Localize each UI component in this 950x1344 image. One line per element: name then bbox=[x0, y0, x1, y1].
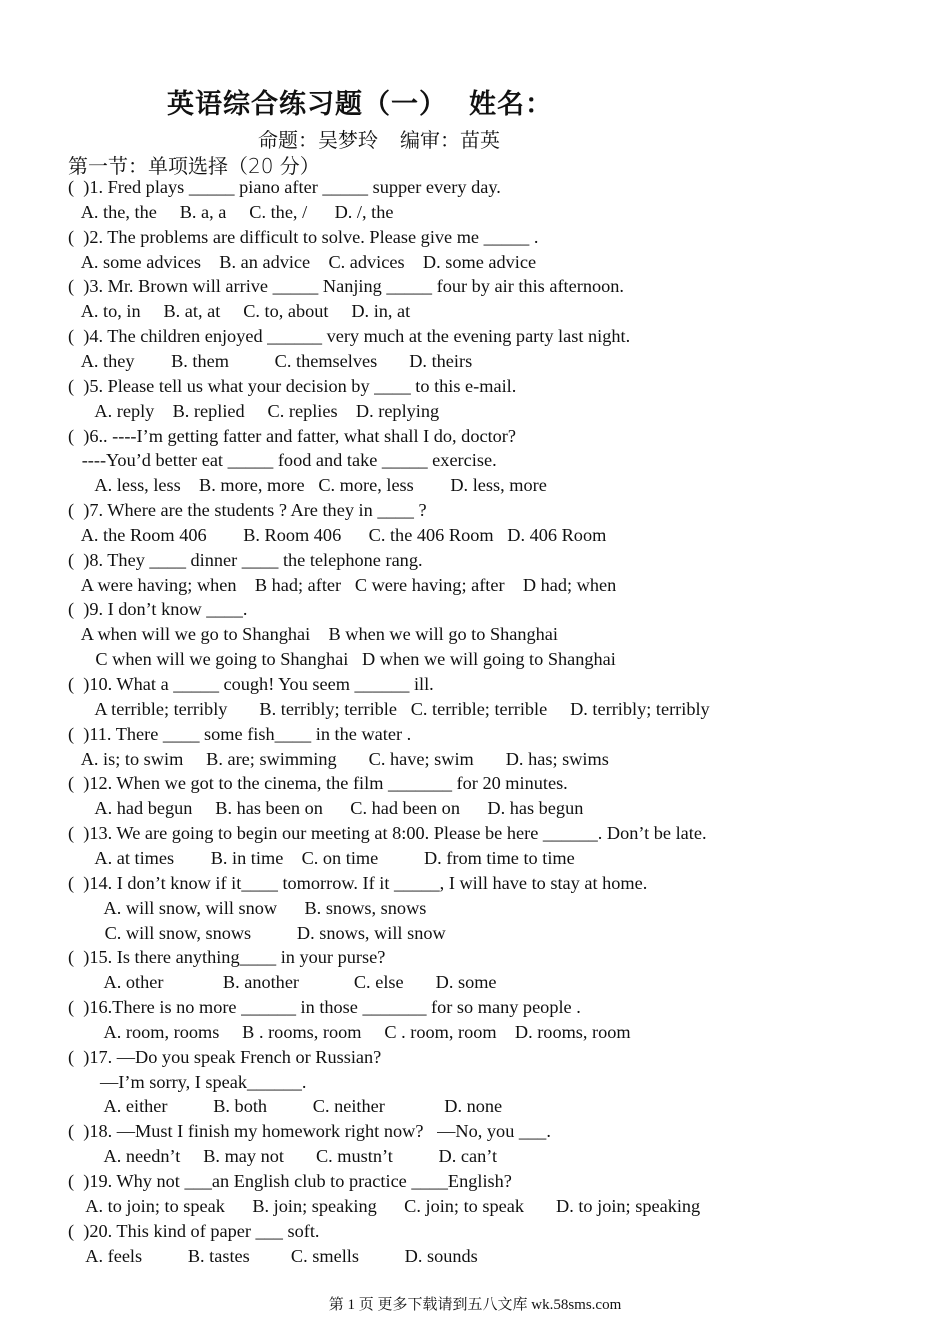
option-line: A. less, less B. more, more C. more, less D. less, more bbox=[68, 475, 547, 496]
question-line: ( )13. We are going to begin our meeting at 8:00. Please be here ______. Don’t be late. bbox=[68, 823, 707, 844]
option-line: A terrible; terribly B. terribly; terrible C. terrible; terrible D. terribly; terribly bbox=[68, 698, 710, 719]
option-line: A. had begun B. has been on C. had been on D. has begun bbox=[68, 798, 584, 819]
option-line: A. other B. another C. else D. some bbox=[68, 972, 497, 993]
option-line: A. the, the B. a, a C. the, / D. /, the bbox=[68, 201, 394, 222]
option-line: A. the Room 406 B. Room 406 C. the 406 Room D. 406 Room bbox=[68, 524, 607, 545]
question-line: ( )11. There ____ some fish____ in the water . bbox=[68, 723, 412, 744]
question-line: ( )2. The problems are difficult to solve. Please give me _____ . bbox=[68, 226, 539, 247]
question-line: ( )19. Why not ___an English club to practice ____English? bbox=[68, 1171, 512, 1191]
question-line: ( )12. When we got to the cinema, the film _______ for 20 minutes. bbox=[68, 773, 568, 794]
option-line: C when will we going to Shanghai D when we will going to Shanghai bbox=[68, 649, 616, 670]
option-line: A. at times B. in time C. on time D. from time to time bbox=[68, 847, 575, 868]
option-line: ----You’d better eat _____ food and take _____ exercise. bbox=[68, 450, 497, 471]
option-line: A. will snow, will snow B. snows, snows bbox=[68, 897, 427, 918]
option-line: A. some advices B. an advice C. advices D. some advice bbox=[68, 251, 537, 272]
question-line: ( )15. Is there anything____ in your purse? bbox=[68, 947, 386, 968]
question-line: ( )17. —Do you speak French or Russian? bbox=[68, 1046, 382, 1067]
option-line: A. they B. them C. themselves D. theirs bbox=[68, 350, 473, 371]
document-title bbox=[167, 82, 553, 121]
name-label: 姓名： bbox=[469, 89, 553, 120]
question-line: ( )4. The children enjoyed ______ very much at the evening party last night. bbox=[68, 326, 631, 347]
option-line: A when will we go to Shanghai B when we will go to Shanghai bbox=[68, 624, 558, 645]
question-line: ( )16.There is no more ______ in those _______ for so many people . bbox=[68, 997, 581, 1018]
page-footer: 第 1 页 更多下载请到五八文库 wk.58sms.com bbox=[328, 1297, 622, 1313]
question-line: ( )18. —Must I finish my homework right now? —No, you ___. bbox=[68, 1121, 551, 1142]
section-heading: 第一节：单项选择（20 分） bbox=[68, 154, 320, 178]
option-line: A. to join; to speak B. join; speaking C. join; to speak D. to join; speaking bbox=[68, 1195, 701, 1216]
question-line: ( )8. They ____ dinner ____ the telephone rang. bbox=[68, 549, 423, 570]
option-line: C. will snow, snows D. snows, will snow bbox=[68, 922, 446, 943]
question-line: ( )9. I don’t know ____. bbox=[68, 599, 248, 620]
question-line: ( )20. This kind of paper ___ soft. bbox=[68, 1220, 320, 1241]
question-line: ( )6.. ----I’m getting fatter and fatter, what shall I do, doctor? bbox=[68, 425, 516, 446]
question-line: ( )5. Please tell us what your decision by ____ to this e-mail. bbox=[68, 375, 517, 396]
question-line: ( )1. Fred plays _____ piano after _____ supper every day. bbox=[68, 177, 501, 197]
option-line: A. is; to swim B. are; swimming C. have; swim D. has; swims bbox=[68, 748, 609, 769]
option-line: A. either B. both C. neither D. none bbox=[68, 1096, 503, 1117]
option-line: A. needn’t B. may not C. mustn’t D. can’t bbox=[68, 1146, 498, 1167]
option-line: A. reply B. replied C. replies D. replying bbox=[68, 400, 440, 421]
reviewer-credit: 编审：苗英 bbox=[400, 128, 500, 152]
option-line: A. feels B. tastes C. smells D. sounds bbox=[68, 1245, 478, 1266]
authors-line bbox=[258, 124, 500, 153]
author-credit: 命题：吴梦玲 bbox=[258, 128, 378, 152]
option-line: A. to, in B. at, at C. to, about D. in, at bbox=[68, 301, 411, 322]
question-line: ( )14. I don’t know if it____ tomorrow. If it _____, I will have to stay at home. bbox=[68, 872, 648, 893]
question-line: ( )7. Where are the students ? Are they in ____ ? bbox=[68, 500, 427, 521]
option-line: A. room, rooms B . rooms, room C . room, room D. rooms, room bbox=[68, 1021, 631, 1042]
title-text: 英语综合练习题（一） bbox=[167, 89, 447, 120]
question-line: ( )10. What a _____ cough! You seem ______ ill. bbox=[68, 674, 434, 694]
option-line: —I’m sorry, I speak______. bbox=[68, 1071, 307, 1092]
option-line: A were having; when B had; after C were having; after D had; when bbox=[68, 574, 617, 595]
question-line: ( )3. Mr. Brown will arrive _____ Nanjing _____ four by air this afternoon. bbox=[68, 276, 624, 297]
